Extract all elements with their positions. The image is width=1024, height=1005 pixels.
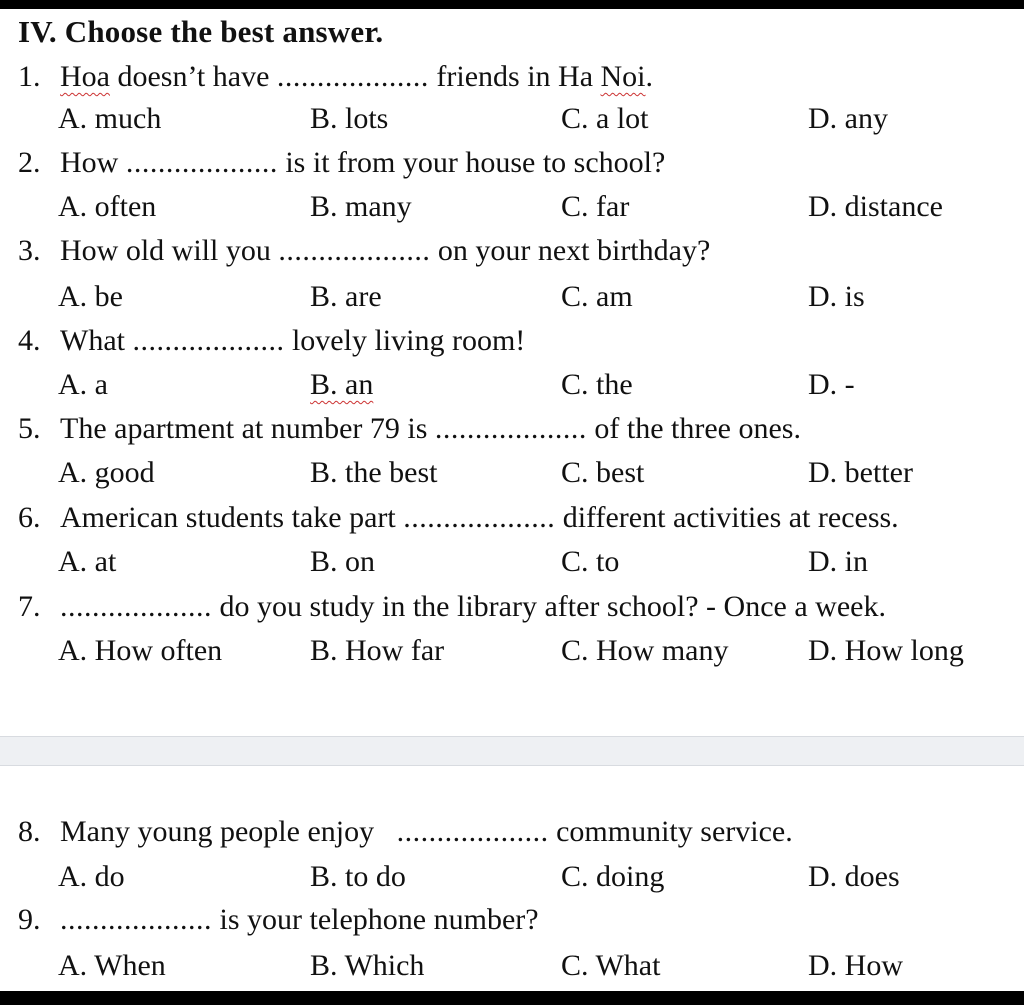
page-break-divider [0, 736, 1024, 766]
option-a: A. When [58, 949, 166, 982]
section-title: IV. Choose the best answer. [18, 14, 384, 49]
options-row-5 [0, 456, 1024, 496]
question-number: 1. [18, 60, 41, 93]
answer-blank: ................... [278, 234, 431, 267]
question-text: friends in Ha [428, 60, 601, 93]
option-c: C. am [561, 280, 633, 313]
question-number: 5. [18, 412, 41, 445]
option-d: D. distance [808, 190, 943, 223]
question-number: 8. [18, 815, 41, 848]
question-text: community service. [548, 815, 793, 848]
option-b: B. are [310, 280, 382, 313]
option-c: C. far [561, 190, 630, 223]
option-a: A. do [58, 860, 125, 893]
question-text: lovely living room! [284, 324, 526, 357]
options-row-8 [0, 860, 1024, 900]
question-text: is your telephone number? [212, 903, 539, 936]
options-row-6 [0, 545, 1024, 585]
option-c: C. How many [561, 634, 729, 667]
option-b: B. How far [310, 634, 445, 667]
options-row-3 [0, 280, 1024, 320]
option-b: B. to do [310, 860, 406, 893]
answer-blank: ................... [125, 146, 278, 179]
option-b: B. many [310, 190, 412, 223]
question-text: doesn’t have [109, 60, 277, 93]
question-number: 3. [18, 234, 41, 267]
answer-blank: ................... [396, 815, 549, 848]
question-text: of the three ones. [586, 412, 801, 445]
option-b: B. on [310, 545, 376, 578]
question-number: 6. [18, 501, 41, 534]
option-c: C. the [561, 368, 633, 401]
answer-blank: ................... [434, 412, 587, 445]
question-5 [18, 412, 801, 446]
option-b: B. lots [310, 102, 389, 135]
question-1 [18, 60, 653, 94]
options-row-2 [0, 190, 1024, 230]
options-row-1 [0, 102, 1024, 142]
question-text: Hoa [60, 60, 110, 93]
answer-blank: ................... [276, 60, 429, 93]
option-d: D. better [808, 456, 913, 489]
option-b: B. Which [310, 949, 425, 982]
question-6 [18, 501, 899, 535]
option-a: A. much [58, 102, 162, 135]
option-c: C. What [561, 949, 661, 982]
option-a: A. a [58, 368, 108, 401]
answer-blank: ................... [60, 590, 212, 623]
question-text: The apartment at number 79 is [60, 412, 435, 445]
option-a: A. be [58, 280, 123, 313]
option-a: A. How often [58, 634, 223, 667]
option-b: B. an [310, 368, 374, 401]
options-row-4 [0, 368, 1024, 408]
option-c: C. to [561, 545, 620, 578]
question-2 [18, 146, 665, 180]
option-b: B. the best [310, 456, 438, 489]
worksheet-page [0, 9, 1024, 991]
answer-blank: ................... [403, 501, 556, 534]
question-7 [18, 590, 886, 624]
question-text: Many young people enjoy [60, 815, 397, 848]
question-text: How old will you [60, 234, 279, 267]
question-number: 9. [18, 903, 41, 936]
option-d: D. in [808, 545, 868, 578]
option-d: D. is [808, 280, 865, 313]
question-text: American students take part [60, 501, 404, 534]
question-text: What [60, 324, 133, 357]
question-text: How [60, 146, 126, 179]
options-row-9 [0, 949, 1024, 989]
question-text: different activities at recess. [555, 501, 899, 534]
question-text: Noi [600, 60, 646, 93]
question-number: 2. [18, 146, 41, 179]
question-4 [18, 324, 525, 358]
answer-blank: ................... [60, 903, 212, 936]
question-text: . [645, 60, 654, 93]
question-8 [18, 815, 793, 849]
option-d: D. any [808, 102, 888, 135]
option-d: D. does [808, 860, 900, 893]
question-3 [18, 234, 710, 268]
question-text: is it from your house to school? [277, 146, 666, 179]
option-c: C. doing [561, 860, 665, 893]
question-9 [18, 903, 539, 937]
option-a: A. at [58, 545, 117, 578]
options-row-7 [0, 634, 1024, 674]
option-a: A. often [58, 190, 157, 223]
question-number: 4. [18, 324, 41, 357]
option-d: D. How long [808, 634, 964, 667]
option-a: A. good [58, 456, 155, 489]
question-text: do you study in the library after school? - Once a week. [212, 590, 886, 623]
option-d: D. - [808, 368, 855, 401]
question-text: on your next birthday? [430, 234, 711, 267]
option-c: C. a lot [561, 102, 649, 135]
option-c: C. best [561, 456, 645, 489]
answer-blank: ................... [132, 324, 285, 357]
option-d: D. How [808, 949, 903, 982]
question-number: 7. [18, 590, 41, 623]
